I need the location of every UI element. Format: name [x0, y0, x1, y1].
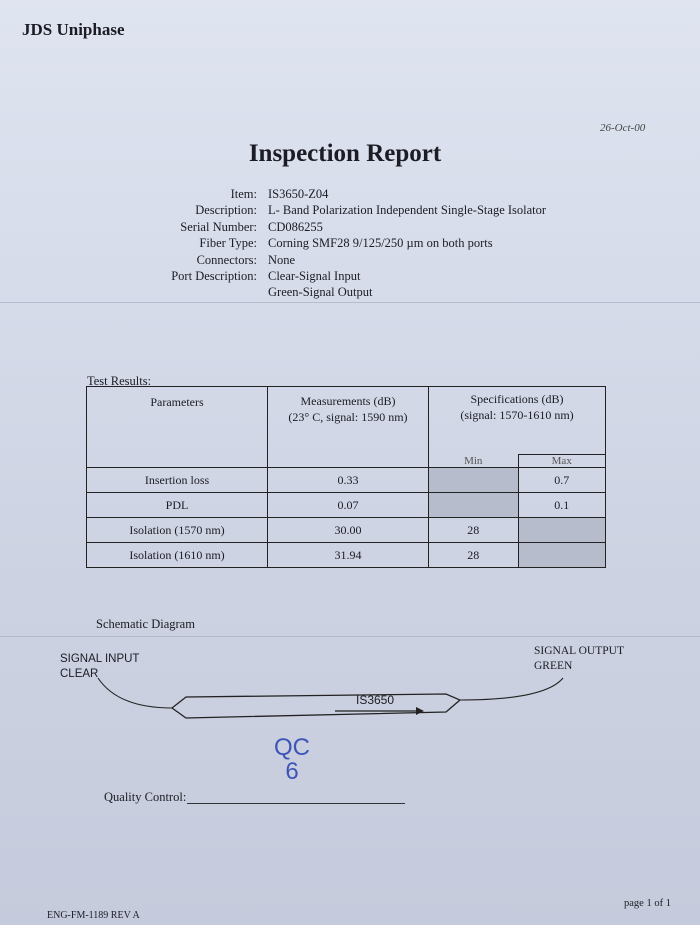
header-specifications [429, 387, 606, 455]
header-specifications-line1: Specifications (dB) [470, 392, 564, 406]
min-cell [429, 468, 519, 493]
measurement-cell: 30.00 [268, 518, 429, 543]
schematic-diagram [0, 600, 700, 730]
max-cell: 0.1 [518, 493, 606, 518]
form-number: ENG-FM-1189 REV A [47, 910, 140, 921]
arrow-right-icon [416, 707, 424, 715]
fiber-type-value: Corning SMF28 9/125/250 µm on both ports [268, 236, 493, 251]
max-cell [518, 543, 606, 568]
serial-number-value: CD086255 [268, 219, 323, 234]
item-label: Item: [230, 187, 257, 201]
test-results-label: Test Results: [87, 374, 152, 388]
item-value: IS3650-Z04 [268, 187, 329, 201]
parameter-cell: Insertion loss [87, 468, 268, 493]
max-cell: 0.7 [518, 468, 606, 493]
port-description-label: Port Description: [171, 269, 257, 284]
signal-output-line1: SIGNAL OUTPUT [534, 645, 624, 657]
parameter-cell: PDL [87, 493, 268, 518]
signature-line [187, 803, 405, 804]
test-results-table [86, 386, 606, 568]
header-parameters [87, 387, 268, 468]
description-value: L- Band Polarization Independent Single-Stage Isolator [268, 203, 547, 218]
report-date: 26-Oct-00 [600, 122, 646, 134]
header-specifications-line2: (signal: 1570-1610 nm) [460, 408, 574, 422]
connectors-value: None [268, 252, 296, 267]
quality-control-label: Quality Control: [104, 790, 187, 804]
company-name: JDS Uniphase [22, 20, 125, 39]
qc-stamp [270, 736, 314, 784]
fiber-type-label: Fiber Type: [199, 236, 257, 251]
table-row [87, 543, 606, 568]
table-row [87, 518, 606, 543]
header-parameters-text: Parameters [150, 395, 204, 409]
table-row [87, 493, 606, 518]
min-cell: 28 [429, 518, 519, 543]
measurement-cell: 0.07 [268, 493, 429, 518]
device-label: IS3650 [356, 693, 395, 707]
port-description-value: Clear-Signal Input [268, 269, 361, 284]
parameter-cell: Isolation (1570 nm) [87, 518, 268, 543]
header-measurements [268, 387, 429, 468]
report-title: Inspection Report [248, 140, 442, 167]
max-cell [518, 518, 606, 543]
info-values [268, 186, 598, 301]
qc-stamp-line1: QC [274, 734, 310, 761]
info-labels [0, 186, 257, 284]
signal-input-line1: SIGNAL INPUT [60, 653, 140, 665]
min-cell [429, 493, 519, 518]
qc-stamp-line2: 6 [285, 758, 299, 785]
serial-number-label: Serial Number: [180, 219, 257, 234]
input-fiber [98, 678, 172, 708]
signal-input-line2: CLEAR [60, 668, 99, 680]
output-fiber [460, 678, 563, 700]
header-measurements-line1: Measurements (dB) [300, 394, 396, 408]
paper-fold [0, 302, 700, 303]
table-row [87, 468, 606, 493]
measurement-cell: 31.94 [268, 543, 429, 568]
header-min: Min [429, 454, 519, 467]
parameter-cell: Isolation (1610 nm) [87, 543, 268, 568]
min-cell: 28 [429, 543, 519, 568]
measurement-cell: 0.33 [268, 468, 429, 493]
signal-output-line2: GREEN [534, 660, 573, 672]
header-max: Max [518, 454, 606, 467]
header-measurements-line2: (23° C, signal: 1590 nm) [288, 410, 408, 424]
page-number: page 1 of 1 [624, 898, 671, 909]
port-description-value-2: Green-Signal Output [268, 285, 373, 300]
description-label: Description: [195, 203, 257, 218]
connectors-label: Connectors: [196, 252, 257, 267]
schematic-label: Schematic Diagram [96, 617, 195, 631]
